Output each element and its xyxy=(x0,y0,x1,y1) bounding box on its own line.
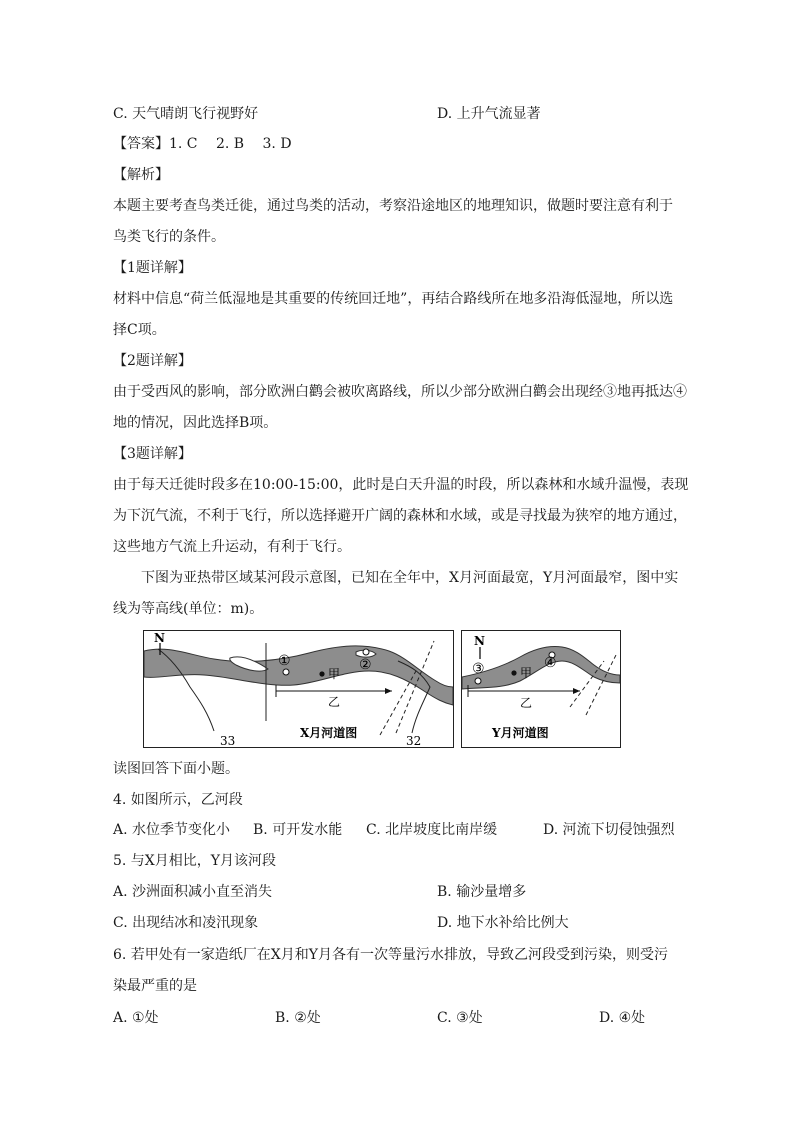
q4-option-b: B. 可开发水能 xyxy=(253,822,343,838)
q4-option-a: A. 水位季节变化小 xyxy=(113,822,231,838)
mark-1-label: ① xyxy=(278,653,291,669)
figure-caption: X月河道图 xyxy=(300,726,358,740)
mark-3-label: ③ xyxy=(472,661,485,677)
figure-intro-text: 线为等高线(单位：m)。 xyxy=(113,601,264,617)
answer-line: 【答案】1. C 2. B 3. D xyxy=(113,136,292,152)
read-prompt: 读图回答下面小题。 xyxy=(113,761,239,777)
yi-label: 乙 xyxy=(328,695,341,709)
analysis-heading: 【解析】 xyxy=(113,167,169,183)
jia-point xyxy=(319,671,324,676)
q5-stem: 5. 与X月相比，Y月该河段 xyxy=(113,853,277,869)
q5-option-a: A. 沙洲面积减小直至消失 xyxy=(113,884,273,900)
q6-option-c: C. ③处 xyxy=(437,1010,483,1026)
point-marker-2 xyxy=(363,649,369,655)
q4-option-c: C. 北岸坡度比南岸缓 xyxy=(366,822,498,838)
detail-1-text: 择C项。 xyxy=(113,322,166,338)
q6-option-b: B. ②处 xyxy=(275,1010,321,1026)
detail-2-text: 地的情况，因此选择B项。 xyxy=(113,415,278,431)
jia-point xyxy=(511,670,516,675)
detail-3-text: 为下沉气流，不利于飞行，所以选择避开广阔的森林和水域，或是寻找最为狭窄的地方通过， xyxy=(113,508,687,524)
q5-option-b: B. 输沙量增多 xyxy=(437,884,527,900)
detail-1-text: 材料中信息“荷兰低湿地是其重要的传统回迁地”，再结合路线所在地多沿海低湿地，所以选 xyxy=(113,291,674,307)
detail-3-text: 由于每天迁徙时段多在10:00-15:00，此时是白天升温的时段，所以森林和水域升温慢，表现 xyxy=(113,477,689,493)
yi-label: 乙 xyxy=(520,696,533,710)
detail-2-text: 由于受西风的影响，部分欧洲白鹳会被吹离路线，所以少部分欧洲白鹳会出现经③地再抵达④ xyxy=(113,384,687,400)
figure-caption: Y月河道图 xyxy=(492,726,549,740)
q6-stem: 染最严重的是 xyxy=(113,978,197,994)
point-marker-1 xyxy=(283,669,289,675)
q6-option-d: D. ④处 xyxy=(599,1010,646,1026)
analysis-text: 鸟类飞行的条件。 xyxy=(113,229,225,245)
q5-option-d: D. 地下水补给比例大 xyxy=(437,915,569,931)
contour-label-32: 32 xyxy=(406,734,422,747)
river-channel xyxy=(144,646,453,705)
river-channel xyxy=(462,646,620,689)
jia-label: 甲 xyxy=(520,666,533,680)
analysis-text: 本题主要考查鸟类迁徙，通过鸟类的活动，考察沿途地区的地理知识，做题时要注意有利于 xyxy=(113,198,673,214)
detail-2-heading: 【2题详解】 xyxy=(113,353,192,369)
q6-stem: 6. 若甲处有一家造纸厂在X月和Y月各有一次等量污水排放，导致乙河段受到污染，则受污 xyxy=(113,947,669,963)
detail-3-heading: 【3题详解】 xyxy=(113,446,192,462)
figure-intro-text: 下图为亚热带区域某河段示意图，已知在全年中，X月河面最宽，Y月河面最窄，图中实 xyxy=(141,570,679,586)
q6-option-a: A. ①处 xyxy=(113,1010,159,1026)
contour-label-33: 33 xyxy=(220,734,236,747)
north-label: N xyxy=(474,634,485,648)
jia-label: 甲 xyxy=(328,667,341,681)
point-marker-3 xyxy=(475,678,481,684)
arrow-head xyxy=(385,688,392,694)
detail-1-heading: 【1题详解】 xyxy=(113,260,192,276)
q4-option-d: D. 河流下切侵蚀强烈 xyxy=(543,822,675,838)
north-label: N xyxy=(154,631,165,645)
q4-stem: 4. 如图所示，乙河段 xyxy=(113,792,243,808)
q3-option-d: D. 上升气流显著 xyxy=(437,106,541,122)
detail-3-text: 这些地方气流上升运动，有利于飞行。 xyxy=(113,539,351,555)
q3-option-c: C. 天气晴朗飞行视野好 xyxy=(113,106,259,122)
y-month-river-figure xyxy=(461,630,621,748)
arrow-head xyxy=(573,688,580,694)
q5-option-c: C. 出现结冰和凌汛现象 xyxy=(113,915,259,931)
x-month-river-figure xyxy=(143,630,454,748)
mark-4-label: ④ xyxy=(544,655,557,671)
mark-2-label: ② xyxy=(359,657,372,673)
